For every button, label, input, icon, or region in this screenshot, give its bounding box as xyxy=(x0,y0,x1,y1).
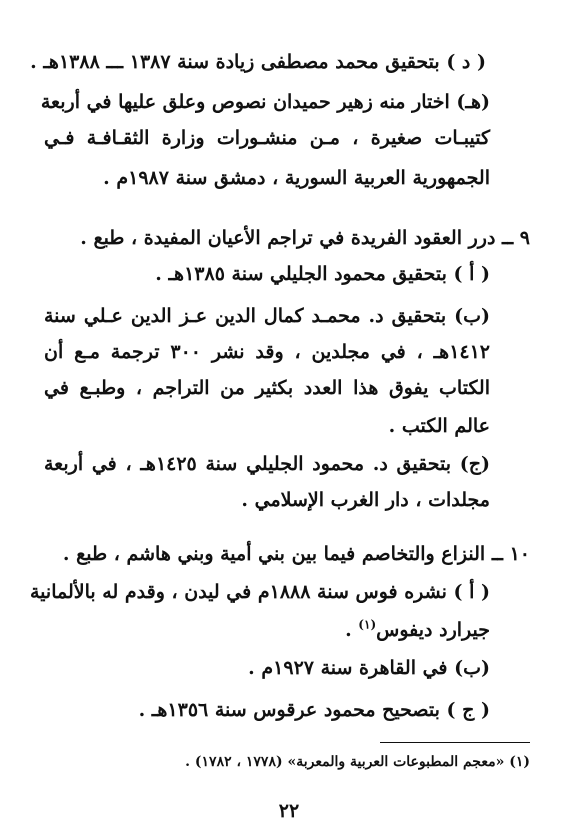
entry-10-item-a-line-2-end: . xyxy=(345,619,359,641)
entry-10-item-a-line-2-text: جيرارد ديفوس xyxy=(376,619,490,641)
entry-9-item-b-line-3: الكتاب يفوق هذا العدد بكثير من التراجم ، وطبـع في xyxy=(44,377,490,399)
entry-10-item-c: ( ج ) بتصحيح محمود عرقوس سنة ١٣٥٦هـ . xyxy=(138,699,490,721)
item-h-line-1: (هـ) اختار منه زهير حميدان نصوص وعلق عليها في أربعة xyxy=(40,91,490,113)
item-d: ( د ) بتحقيق محمد مصطفى زيادة سنة ١٣٨٧ ـــ ١٣٨٨هـ . xyxy=(30,51,486,73)
page-number: ٢٢ xyxy=(278,800,300,822)
item-h-line-2: كتيبـات صغيرة ، مـن منشـورات وزارة الثقـافـة فـي xyxy=(44,127,490,149)
entry-10-item-a-line-1: ( أ ) نشره فوس سنة ١٨٨٨م في ليدن ، وقدم له بالألمانية xyxy=(30,581,490,603)
entry-9-item-c-line-1: (ج) بتحقيق د. محمود الجليلي سنة ١٤٢٥هـ ، في أربعة xyxy=(44,453,490,475)
footnote-divider xyxy=(380,742,530,743)
entry-10-item-a-line-2 xyxy=(44,618,490,642)
entry-9-heading: ٩ ــ درر العقود الفريدة في تراجم الأعيان المفيدة ، طبع . xyxy=(80,227,530,249)
entry-10-heading: ١٠ ــ النزاع والتخاصم فيما بين بني أمية وبني هاشم ، طبع . xyxy=(62,543,530,565)
entry-9-item-b-line-2: ١٤١٢هـ ، في مجلدين ، وقد نشر ٣٠٠ ترجمة مـع أن xyxy=(44,341,491,363)
item-h-line-3: الجمهورية العربية السورية ، دمشق سنة ١٩٨٧م . xyxy=(103,167,490,189)
entry-9-item-b-line-4: عالم الكتب . xyxy=(388,415,490,437)
entry-10-item-b: (ب) في القاهرة سنة ١٩٢٧م . xyxy=(248,657,490,679)
entry-9-item-b-line-1: (ب) بتحقيق د. محمـد كمال الدين عـز الدين عـلي سنة xyxy=(44,305,490,327)
entry-9-item-a: ( أ ) بتحقيق محمود الجليلي سنة ١٣٨٥هـ . xyxy=(155,263,490,285)
footnote: (١) «معجم المطبوعات العربية والمعربة» (١٧٧٨ ، ١٧٨٢) . xyxy=(185,754,530,770)
footnote-reference: (١) xyxy=(358,617,377,632)
entry-9-item-c-line-2: مجلدات ، دار الغرب الإسلامي . xyxy=(241,489,490,511)
